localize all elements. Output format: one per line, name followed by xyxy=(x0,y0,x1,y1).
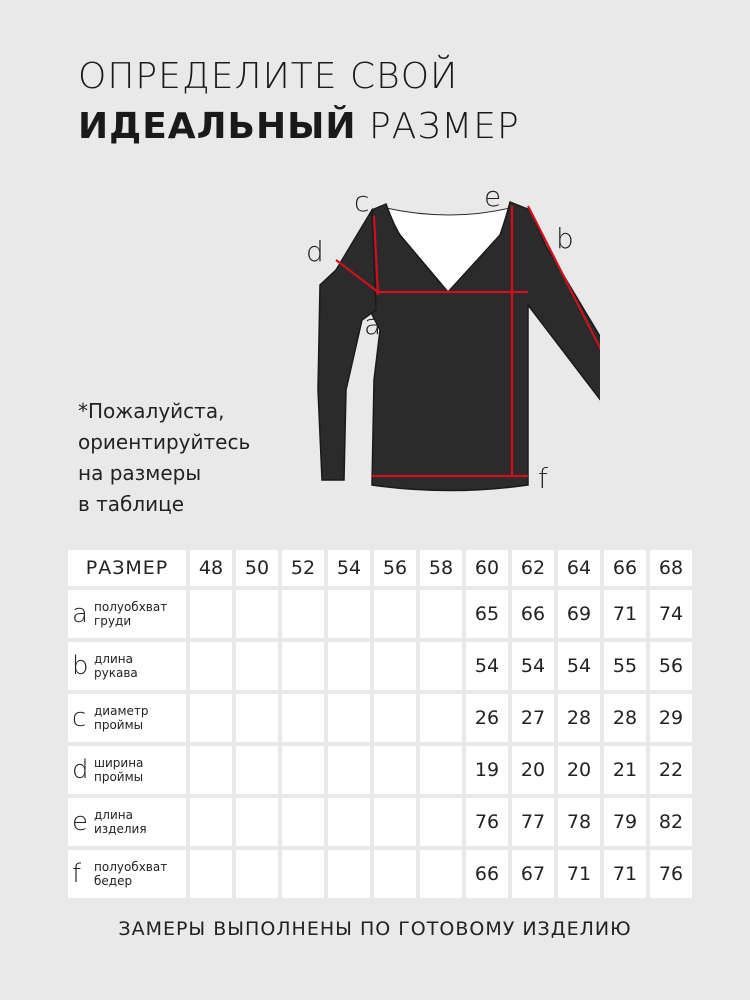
measurement-label-cell xyxy=(68,694,186,742)
measurement-name-line: ширина xyxy=(94,756,144,770)
measurement-value-cell xyxy=(236,798,278,846)
note-line: в таблице xyxy=(78,492,185,516)
measurement-name-line: длина xyxy=(94,808,133,822)
measurement-value-cell: 69 xyxy=(558,590,600,638)
measurement-letter: b xyxy=(72,651,89,681)
label-f: f xyxy=(538,462,548,495)
measurement-value-cell: 54 xyxy=(558,642,600,690)
measurement-value-cell xyxy=(374,590,416,638)
measurement-value-cell: 54 xyxy=(512,642,554,690)
measurement-value-cell xyxy=(236,746,278,794)
size-note xyxy=(78,396,250,520)
measurement-value-cell xyxy=(420,850,462,898)
size-header-cell: 68 xyxy=(650,550,692,586)
measurement-value-cell xyxy=(420,746,462,794)
measurement-value-cell xyxy=(190,590,232,638)
measurement-row xyxy=(68,590,692,638)
measurement-value-cell xyxy=(374,850,416,898)
measurement-value-cell: 71 xyxy=(604,850,646,898)
measurement-value-cell xyxy=(282,850,324,898)
title-light-word: РАЗМЕР xyxy=(369,106,520,147)
measurement-value-cell: 21 xyxy=(604,746,646,794)
measurement-value-cell xyxy=(374,694,416,742)
measurement-value-cell: 20 xyxy=(558,746,600,794)
size-header-cell: 52 xyxy=(282,550,324,586)
measurement-name xyxy=(92,860,167,888)
measurement-value-cell xyxy=(236,642,278,690)
size-header-cell: 60 xyxy=(466,550,508,586)
measurement-name-line: бедер xyxy=(94,874,133,888)
garment-diagram xyxy=(300,180,600,500)
label-c: c xyxy=(354,185,370,218)
measurement-value-cell: 76 xyxy=(650,850,692,898)
title-line-2 xyxy=(78,102,520,152)
size-header-cell: 64 xyxy=(558,550,600,586)
measurement-name-line: рукава xyxy=(94,666,138,680)
size-table xyxy=(64,546,696,902)
title-bold-word: ИДЕАЛЬНЫЙ xyxy=(78,106,357,147)
size-header-label: РАЗМЕР xyxy=(68,550,186,586)
measurement-value-cell: 67 xyxy=(512,850,554,898)
measurement-value-cell: 27 xyxy=(512,694,554,742)
measurement-value-cell: 71 xyxy=(558,850,600,898)
measurement-name-line: полуобхват xyxy=(94,860,168,874)
measurement-value-cell: 65 xyxy=(466,590,508,638)
measurement-value-cell xyxy=(328,642,370,690)
measurement-name-line: проймы xyxy=(94,770,144,784)
measurement-value-cell xyxy=(328,798,370,846)
measurement-label-cell xyxy=(68,798,186,846)
measurement-value-cell xyxy=(282,798,324,846)
measurement-label-cell xyxy=(68,642,186,690)
measurement-value-cell xyxy=(374,642,416,690)
measurement-name xyxy=(92,652,138,680)
measurement-row xyxy=(68,694,692,742)
measurement-value-cell: 66 xyxy=(466,850,508,898)
measurement-value-cell: 78 xyxy=(558,798,600,846)
measurement-row xyxy=(68,642,692,690)
measurement-value-cell: 79 xyxy=(604,798,646,846)
measurement-value-cell: 56 xyxy=(650,642,692,690)
measurement-value-cell xyxy=(236,694,278,742)
left-sleeve-shape xyxy=(318,210,376,480)
measurement-name-line: груди xyxy=(94,614,132,628)
measurement-value-cell: 74 xyxy=(650,590,692,638)
measurement-value-cell xyxy=(190,746,232,794)
measurement-letter: f xyxy=(72,859,82,889)
measurement-name-line: проймы xyxy=(94,718,144,732)
measurement-value-cell: 54 xyxy=(466,642,508,690)
measurement-name xyxy=(92,756,143,784)
measurement-value-cell xyxy=(282,590,324,638)
label-b: b xyxy=(556,222,574,255)
note-line: ориентируйтесь xyxy=(78,430,251,454)
measurement-value-cell xyxy=(236,850,278,898)
measurement-row xyxy=(68,850,692,898)
measurement-value-cell xyxy=(282,746,324,794)
size-header-cell: 50 xyxy=(236,550,278,586)
measurement-value-cell xyxy=(374,746,416,794)
measurement-letter: e xyxy=(72,807,88,837)
measurement-value-cell: 28 xyxy=(558,694,600,742)
note-line: *Пожалуйста, xyxy=(78,399,225,423)
measurement-value-cell: 20 xyxy=(512,746,554,794)
measurement-row xyxy=(68,746,692,794)
measurement-value-cell xyxy=(190,850,232,898)
measurement-name-line: полуобхват xyxy=(94,600,168,614)
measurement-name-line: длина xyxy=(94,652,133,666)
measurement-name xyxy=(92,704,149,732)
measurement-value-cell xyxy=(282,694,324,742)
measurement-letter: a xyxy=(72,599,88,629)
measurement-value-cell: 77 xyxy=(512,798,554,846)
measurement-value-cell: 71 xyxy=(604,590,646,638)
measurement-value-cell xyxy=(420,590,462,638)
measurement-row xyxy=(68,798,692,846)
measurement-name xyxy=(92,808,147,836)
longsleeve-illustration xyxy=(300,180,600,500)
measurement-value-cell xyxy=(420,642,462,690)
measurement-value-cell: 55 xyxy=(604,642,646,690)
measurement-label-cell xyxy=(68,746,186,794)
footer-note: ЗАМЕРЫ ВЫПОЛНЕНЫ ПО ГОТОВОМУ ИЗДЕЛИЮ xyxy=(118,918,632,940)
measurement-label-cell xyxy=(68,850,186,898)
measurement-value-cell xyxy=(328,590,370,638)
label-e: e xyxy=(484,180,502,213)
size-header-cell: 62 xyxy=(512,550,554,586)
measurement-value-cell xyxy=(328,746,370,794)
size-header-cell: 54 xyxy=(328,550,370,586)
measurement-value-cell xyxy=(190,642,232,690)
measurement-label-cell xyxy=(68,590,186,638)
measurement-value-cell: 28 xyxy=(604,694,646,742)
measurement-name-line: диаметр xyxy=(94,704,149,718)
measurement-letter: c xyxy=(72,703,87,733)
measurement-value-cell xyxy=(190,798,232,846)
measurement-value-cell xyxy=(328,694,370,742)
size-header-cell: 58 xyxy=(420,550,462,586)
size-header-cell: 56 xyxy=(374,550,416,586)
measurement-value-cell: 76 xyxy=(466,798,508,846)
measurement-value-cell: 66 xyxy=(512,590,554,638)
measurement-value-cell: 26 xyxy=(466,694,508,742)
size-header-cell: 66 xyxy=(604,550,646,586)
label-a: a xyxy=(364,308,382,341)
measurement-value-cell xyxy=(282,642,324,690)
measurement-value-cell: 82 xyxy=(650,798,692,846)
page-title xyxy=(78,52,520,152)
measurement-value-cell: 29 xyxy=(650,694,692,742)
measurement-value-cell xyxy=(420,694,462,742)
measurement-name-line: изделия xyxy=(94,822,147,836)
measurement-value-cell xyxy=(190,694,232,742)
measurement-value-cell: 19 xyxy=(466,746,508,794)
measurement-value-cell: 22 xyxy=(650,746,692,794)
size-header-cell: 48 xyxy=(190,550,232,586)
size-header-row xyxy=(68,550,692,586)
measurement-value-cell xyxy=(420,798,462,846)
label-d: d xyxy=(306,235,324,268)
measurement-letter: d xyxy=(72,755,89,785)
note-line: на размеры xyxy=(78,461,202,485)
measurement-value-cell xyxy=(374,798,416,846)
title-line-1: ОПРЕДЕЛИТЕ СВОЙ xyxy=(78,56,459,97)
measurement-name xyxy=(92,600,167,628)
measurement-value-cell xyxy=(236,590,278,638)
measurement-value-cell xyxy=(328,850,370,898)
